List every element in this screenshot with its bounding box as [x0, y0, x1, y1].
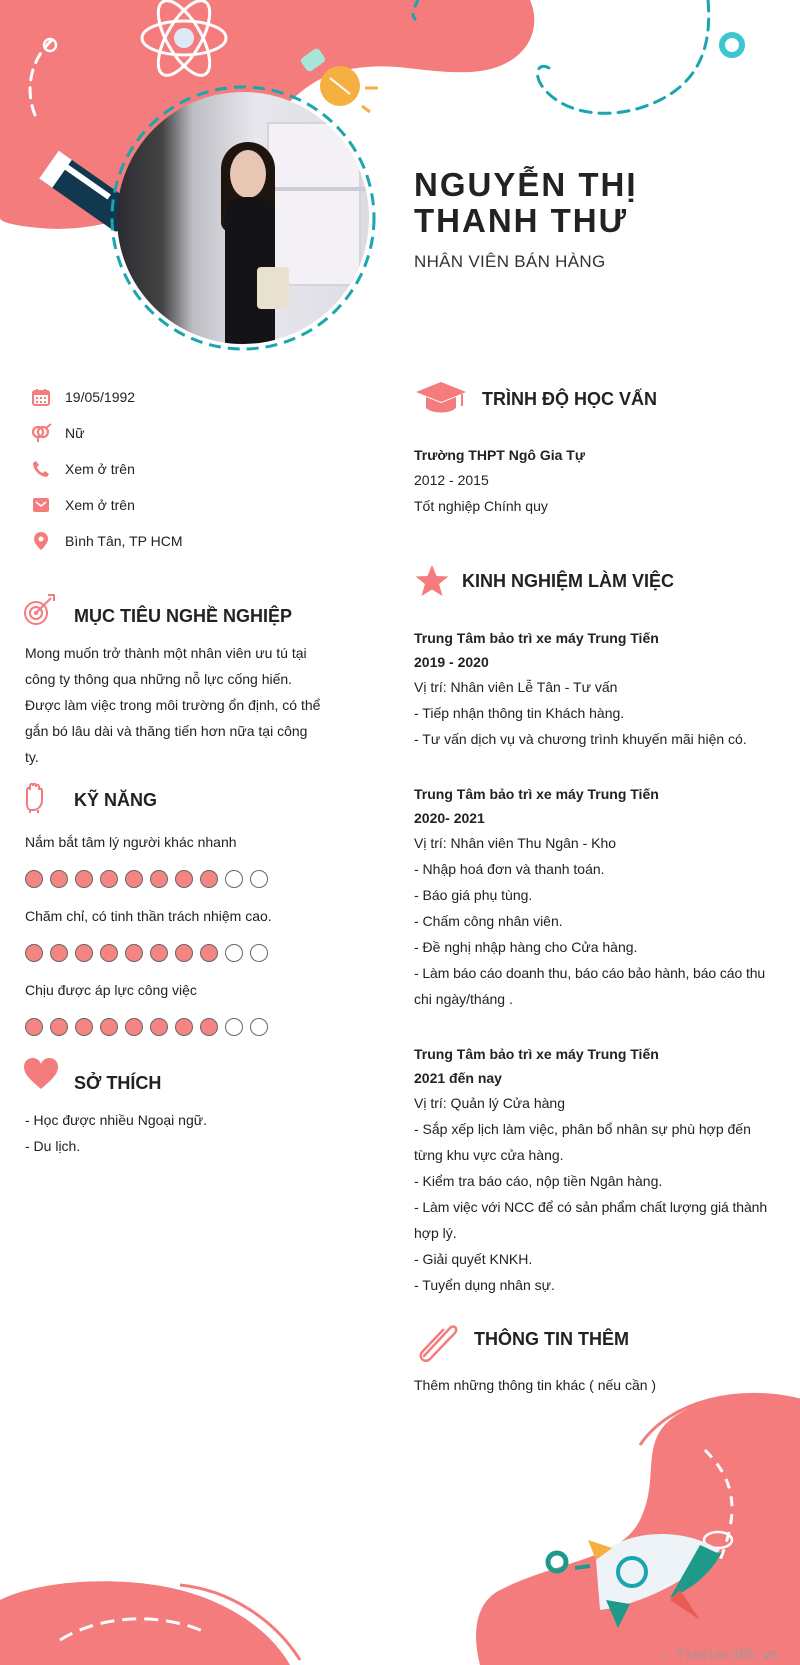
job-line: chi ngày/tháng .	[414, 991, 513, 1007]
education-detail: Tốt nghiệp Chính quy	[414, 498, 548, 514]
job-line: - Làm việc với NCC để có sản phẩm chất lượng giá thành	[414, 1199, 768, 1215]
candidate-name: NGUYỄN THỊ THANH THƯ	[414, 166, 638, 239]
rating-dot-filled	[100, 944, 118, 962]
fist-icon	[22, 782, 48, 814]
rating-dot-filled	[50, 1018, 68, 1036]
rating-dot-empty	[250, 1018, 268, 1036]
profile-photo	[117, 92, 369, 344]
rating-dot-filled	[200, 870, 218, 888]
objective-line: Mong muốn trở thành một nhân viên ưu tú tại	[25, 645, 307, 661]
job-line: Vị trí: Nhân viên Lễ Tân - Tư vấn	[414, 679, 618, 695]
dashed-loop-right	[537, 0, 708, 113]
heart-icon	[22, 1057, 60, 1091]
gender-text: Nữ	[65, 425, 85, 441]
job-period: 2020- 2021	[414, 810, 485, 826]
contact-birthday	[30, 385, 136, 409]
additional-text: Thêm những thông tin khác ( nếu cần )	[414, 1377, 657, 1393]
job-company: Trung Tâm bảo trì xe máy Trung Tiến	[414, 786, 659, 802]
phone-icon	[30, 458, 52, 480]
rating-dot-filled	[75, 944, 93, 962]
objective-line: gắn bó lâu dài và thăng tiến hơn nữa tại công	[25, 723, 308, 739]
objective-line: ty.	[25, 749, 39, 765]
paperclip-icon	[416, 1320, 460, 1362]
rating-dot-filled	[175, 1018, 193, 1036]
job-line: - Sắp xếp lịch làm việc, phân bổ nhân sự phù hợp đến	[414, 1121, 751, 1137]
job-line: - Chấm công nhân viên.	[414, 913, 563, 929]
rating-dot-empty	[225, 1018, 243, 1036]
rating-dot-filled	[150, 870, 168, 888]
rating-dot-filled	[25, 944, 43, 962]
job-line: - Tuyển dụng nhân sự.	[414, 1277, 555, 1293]
gender-icon	[30, 422, 52, 444]
job-line: - Làm báo cáo doanh thu, báo cáo bảo hành, báo cáo thu	[414, 965, 766, 981]
contact-gender	[30, 421, 85, 445]
job-entry	[414, 1042, 771, 1298]
objective-text	[25, 640, 325, 770]
job-title: NHÂN VIÊN BÁN HÀNG	[414, 252, 606, 271]
skill-label: Chịu được áp lực công việc	[25, 982, 197, 998]
job-line: - Nhập hoá đơn và thanh toán.	[414, 861, 605, 877]
watermark: ∴ Timviec365.vn	[660, 1648, 778, 1663]
teal-ring	[722, 35, 742, 55]
hobbies-title: SỞ THÍCH	[74, 1073, 162, 1093]
job-company: Trung Tâm bảo trì xe máy Trung Tiến	[414, 630, 659, 646]
contact-email	[30, 493, 135, 517]
hobby-item: - Du lịch.	[25, 1138, 81, 1154]
rating-dot-filled	[25, 1018, 43, 1036]
star-icon	[414, 564, 450, 598]
skill-rating	[25, 870, 268, 888]
rating-dot-filled	[200, 1018, 218, 1036]
skill-rating	[25, 944, 268, 962]
job-line: - Kiểm tra báo cáo, nộp tiền Ngân hàng.	[414, 1173, 663, 1189]
experience-title: KINH NGHIỆM LÀM VIỆC	[462, 571, 675, 591]
rating-dot-empty	[225, 870, 243, 888]
job-line: - Tiếp nhận thông tin Khách hàng.	[414, 705, 625, 721]
job-line: - Đề nghị nhập hàng cho Cửa hàng.	[414, 939, 638, 955]
rating-dot-filled	[200, 944, 218, 962]
job-line: hợp lý.	[414, 1225, 457, 1241]
rating-dot-filled	[150, 1018, 168, 1036]
job-entry	[414, 626, 771, 752]
job-line: Vị trí: Nhân viên Thu Ngân - Kho	[414, 835, 617, 851]
rating-dot-filled	[125, 870, 143, 888]
skill-rating	[25, 1018, 268, 1036]
rating-dot-filled	[150, 944, 168, 962]
job-entry	[414, 782, 771, 1012]
rating-dot-filled	[100, 870, 118, 888]
email-text: Xem ở trên	[65, 497, 135, 513]
rating-dot-filled	[175, 870, 193, 888]
job-line: từng khu vực cửa hàng.	[414, 1147, 564, 1163]
rating-dot-filled	[75, 870, 93, 888]
rating-dot-filled	[125, 1018, 143, 1036]
target-icon	[22, 593, 56, 627]
rating-dot-filled	[25, 870, 43, 888]
rating-dot-empty	[250, 944, 268, 962]
graduation-cap-icon	[414, 380, 468, 416]
objective-line: Được làm việc trong môi trường ổn định, có thể	[25, 697, 321, 713]
job-line: - Giải quyết KNKH.	[414, 1251, 533, 1267]
job-line: Vị trí: Quản lý Cửa hàng	[414, 1095, 565, 1111]
rating-dot-empty	[225, 944, 243, 962]
rating-dot-filled	[50, 944, 68, 962]
objective-line: công ty thông qua những nỗ lực cống hiến.	[25, 671, 293, 687]
bottom-right-blob	[476, 1395, 800, 1665]
job-period: 2021 đến nay	[414, 1070, 502, 1086]
job-company: Trung Tâm bảo trì xe máy Trung Tiến	[414, 1046, 659, 1062]
hobby-item: - Học được nhiều Ngoại ngữ.	[25, 1112, 208, 1128]
rating-dot-filled	[175, 944, 193, 962]
address-text: Bình Tân, TP HCM	[65, 533, 183, 549]
email-icon	[30, 494, 52, 516]
contact-address	[30, 529, 183, 553]
skill-label: Chăm chỉ, có tinh thần trách nhiệm cao.	[25, 908, 272, 924]
education-years: 2012 - 2015	[414, 472, 489, 488]
bottom-left-blob	[0, 1581, 290, 1665]
rating-dot-filled	[125, 944, 143, 962]
skill-label: Nắm bắt tâm lý người khác nhanh	[25, 834, 237, 850]
job-line: - Tư vấn dịch vụ và chương trình khuyến mãi hiện có.	[414, 731, 747, 747]
rating-dot-filled	[75, 1018, 93, 1036]
location-icon	[30, 530, 52, 552]
job-period: 2019 - 2020	[414, 654, 489, 670]
education-school: Trường THPT Ngô Gia Tự	[414, 447, 586, 463]
phone-text: Xem ở trên	[65, 461, 135, 477]
calendar-icon	[30, 386, 52, 408]
birthday-text: 19/05/1992	[65, 389, 136, 405]
education-title: TRÌNH ĐỘ HỌC VẤN	[482, 389, 657, 409]
objective-title: MỤC TIÊU NGHỀ NGHIỆP	[74, 606, 293, 626]
contact-phone	[30, 457, 135, 481]
additional-title: THÔNG TIN THÊM	[474, 1329, 629, 1349]
rating-dot-filled	[100, 1018, 118, 1036]
rating-dot-empty	[250, 870, 268, 888]
rating-dot-filled	[50, 870, 68, 888]
job-line: - Báo giá phụ tùng.	[414, 887, 533, 903]
hobbies-list	[25, 1107, 207, 1159]
skills-title: KỸ NĂNG	[74, 790, 158, 810]
